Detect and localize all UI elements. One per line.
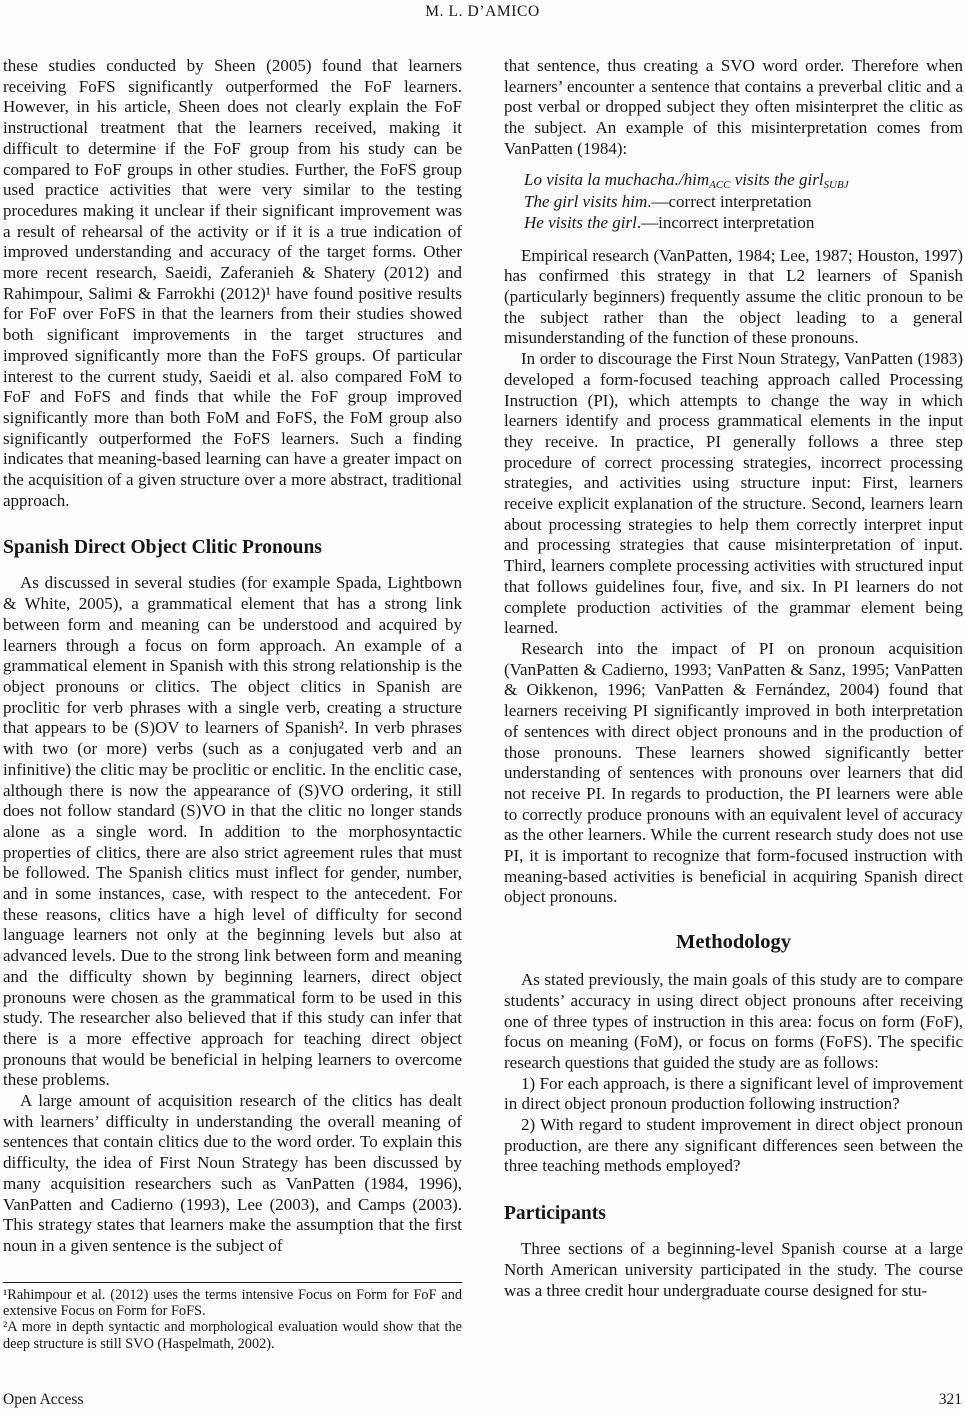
running-head: M. L. D’AMICO: [425, 3, 540, 20]
right-column: [504, 56, 963, 1352]
example-line-1-mid: visits the girl: [730, 169, 824, 189]
example-line-3: [524, 213, 963, 234]
section-heading-spanish-clitics: Spanish Direct Object Clitic Pronouns: [3, 537, 322, 559]
example-line-1: [524, 170, 963, 193]
right-paragraph-3: In order to discourage the First Noun Strategy, VanPatten (1983) developed a form-focused teaching approach called Processing Instruction (PI), which attempts to change the way in which learners identify and process grammatical elements in the input they receive. In practice, PI generally follows a three step procedure of correct processing strategies, incorrect processing strategies, and activities using structure input: First, learners receive explicit explanation of the structure. Second, learners learn about processing strategies to help them correctly interpret input and processing strategies that cause misinterpretation of input. Third, learners complete processing activities with structured input that follows guidelines four, five, and six. In PI learners do not complete production activities of the grammar element being learned.: [504, 349, 963, 638]
right-paragraph-2: Empirical research (VanPatten, 1984; Lee, 1987; Houston, 1997) has confirmed this strategy in that L2 learners of Spanish (particularly beginners) frequently assume the clitic pronoun to be the subject rather than the object leading to a general misunderstanding of the function of these pronouns.: [504, 245, 963, 348]
linguistic-example-block: [524, 170, 963, 234]
example-line-1-subscript-subj: SUBJ: [823, 178, 849, 191]
example-line-2: [524, 192, 963, 213]
left-paragraph-1: these studies conducted by Sheen (2005) found that learners receiving FoFS significantly outperformed the FoF learners. However, in his article, Sheen does not clearly explain the FoF instructional treatment that the learners received, making it difficult to determine if the FoF group from his study can be compared to FoF groups in other studies. Further, the FoFS group used practice activities that were very similar to the testing procedures making it unclear if their significant improvement was a result of rehearsal of the activity or if it is a true indication of improved understanding and accuracy of the target forms. Other more recent research, Saeidi, Zaferanieh & Shatery (2012) and Rahimpour, Salimi & Farrokhi (2012)¹ have found positive results for FoF over FoFS in that the learners from their studies showed both significant improvements in the target structures and improved significantly more than the FoFS groups. Of particular interest to the current study, Saeidi et al. also compared FoM to FoF and FoFS and finds that while the FoF group improved significantly more than both FoM and FoFS, the FoM group also significantly outperformed the FoFS learners. Such a finding indicates that meaning-based learning can have a greater impact on the acquisition of a given structure over a more abstract, traditional approach.: [3, 56, 462, 510]
footer-page-number: 321: [938, 1391, 962, 1408]
example-line-3-gloss: .—incorrect interpretation: [636, 212, 815, 232]
right-paragraph-4: Research into the impact of PI on pronoun acquisition (VanPatten & Cadierno, 1993; VanPatten & Sanz, 1995; VanPatten & Oikkenon, 1996; VanPatten & Fernández, 2004) found that learners receiving PI significantly improved in both interpretation of sentences with direct object pronouns and in the production of those pronouns. These learners showed significantly better understanding of sentences with pronouns over learners that did not receive PI. In regards to production, the PI learners were able to correctly produce pronouns with an equivalent level of accuracy as the other learners. While the current research study does not use PI, it is important to recognize that form-focused instruction with meaning-based activities is beneficial in acquiring Spanish direct object pronouns.: [504, 638, 963, 907]
research-question-1: 1) For each approach, is there a significant level of improvement in direct object pronoun production following instruction?: [504, 1073, 963, 1114]
example-line-1-subscript-acc: ACC: [709, 178, 731, 191]
page-footer: [3, 1391, 962, 1409]
right-paragraph-1: that sentence, thus creating a SVO word order. Therefore when learners’ encounter a sentence that contains a preverbal clitic and a post verbal or dropped subject they often misinterpret the clitic as the subject. An example of this misinterpretation comes from VanPatten (1984):: [504, 56, 963, 158]
footnote-1: ¹Rahimpour et al. (2012) uses the terms intensive Focus on Form for FoF and extensive Focus on Form for FoFS.: [3, 1286, 462, 1320]
left-paragraph-3: A large amount of acquisition research of the clitics has dealt with learners’ difficulty in understanding the overall meaning of sentences that contain clitics due to the word order. To explain this difficulty, the idea of First Noun Strategy has been discussed by many acquisition researchers such as VanPatten (1984, 1996), VanPatten and Cadierno (1993), Lee (2003), and Camps (2003). This strategy states that learners make the assumption that the first noun in a given sentence is the subject of: [3, 1091, 462, 1255]
footnote-2: ²A more in depth syntactic and morphological evaluation would show that the deep structure is still SVO (Haspelmath, 2002).: [3, 1319, 462, 1352]
section-heading-methodology: Methodology: [675, 931, 792, 954]
right-paragraph-6: Three sections of a beginning-level Spanish course at a large North American university participated in the study. The course was a three credit hour undergraduate course designed for stu-: [504, 1239, 963, 1300]
example-line-2-italic: The girl visits him: [524, 192, 648, 212]
footer-open-access: Open Access: [3, 1391, 84, 1408]
left-column: [3, 56, 462, 1352]
research-question-2: 2) With regard to student improvement in direct object pronoun production, are there any significant differences seen between the three teaching methods employed?: [504, 1115, 963, 1176]
footnotes-block: [3, 1282, 462, 1352]
section-heading-participants: Participants: [504, 1203, 606, 1225]
example-line-1-main: Lo visita la muchacha./him: [524, 169, 710, 189]
example-line-3-italic: He visits the girl: [524, 212, 637, 232]
left-paragraph-2: As discussed in several studies (for example Spada, Lightbown & White, 2005), a grammatical element that has a strong link between form and meaning can be understood and acquired by learners through a focus on form approach. An example of a grammatical element in Spanish with this strong relationship is the object pronouns or clitics. The object clitics in Spanish are proclitic for verb phrases with a single verb, creating a structure that appears to be (S)OV to learners of Spanish². In verb phrases with two (or more) verbs (such as a conjugated verb and an infinitive) the clitic may be proclitic or enclitic. In the enclitic case, although there is now the appearance of (S)VO ordering, it still does not follow standard (S)VO in that the clitic no longer stands alone as a single word. In addition to the morphosyntactic properties of clitics, there are also strict agreement rules that must be followed. The Spanish clitics must inflect for gender, number, and in some instances, case, with respect to the antecedent. For these reasons, clitics have a high level of difficulty for second language learners not only at the beginning levels but also at advanced levels. Due to the strong link between form and meaning and the difficulty shown by beginning learners, direct object pronouns were chosen as the grammatical form to be used in this study. The researcher also believed that if this study can infer that there is a more effective approach for teaching direct object pronouns that would be beneficial in helping learners to overcome these problems.: [3, 573, 462, 1090]
right-paragraph-5: As stated previously, the main goals of this study are to compare students’ accuracy in using direct object pronouns after receiving one of three types of instruction in this area: focus on form (FoF), focus on meaning (FoM), or focus on forms (FoFS). The specific research questions that guided the study are as follows:: [504, 970, 963, 1072]
example-line-2-gloss: .—correct interpretation: [647, 192, 812, 212]
two-column-body: [3, 56, 963, 1352]
